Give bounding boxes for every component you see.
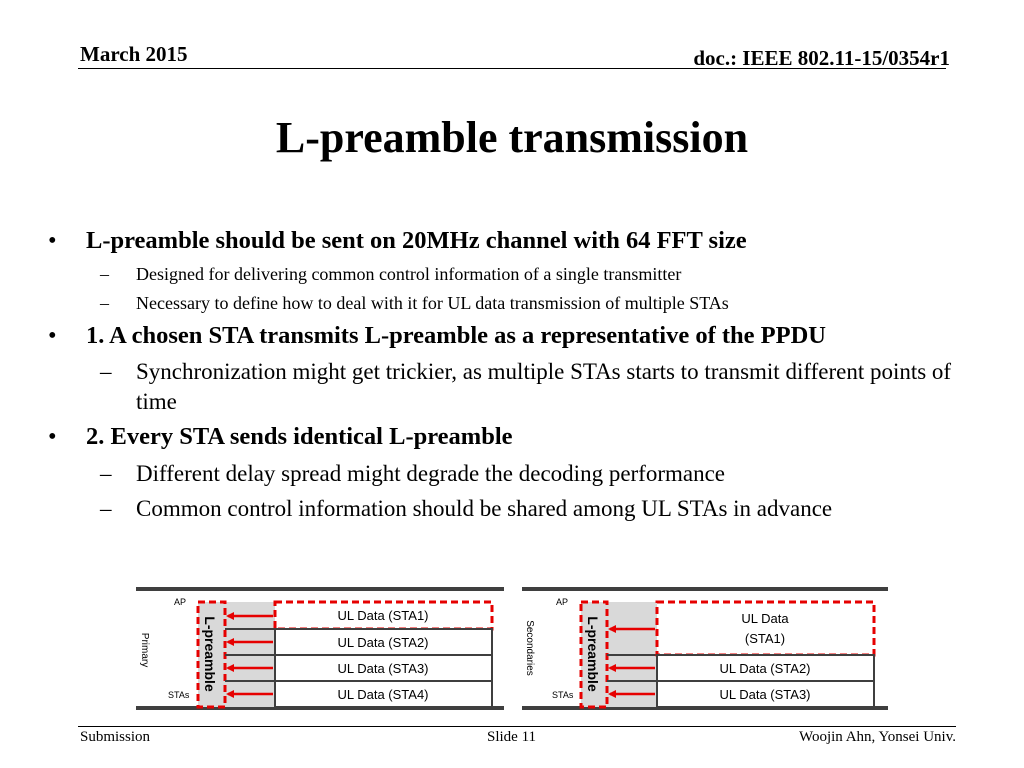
- sub-bullet-3-2: – Common control information should be shared among UL STAs in advance: [100, 496, 833, 522]
- sub-bullet-text: Different delay spread might degrade the decoding performance: [136, 460, 726, 486]
- bullet-2-text: 1. A chosen STA transmits L-preamble as a representative of the PPDU: [86, 321, 826, 349]
- sub-bullet-1-2: – Necessary to define how to deal with it for UL data transmission of multiple STAs: [100, 292, 729, 313]
- footer-rule: [78, 726, 956, 727]
- header-date: March 2015: [80, 42, 188, 66]
- bullet-3-text: 2. Every STA sends identical L-preamble: [86, 423, 513, 451]
- left-row-sta4-label: UL Data (STA4): [337, 687, 429, 702]
- sub-bullet-text: Designed for delivering common control information of a single transmitter: [136, 263, 682, 284]
- bullet-dot: •: [48, 423, 57, 451]
- right-row-sta3-label: UL Data (STA3): [719, 687, 811, 702]
- bullet-dot: •: [48, 227, 57, 254]
- left-ap-label: AP: [174, 597, 187, 607]
- footer-submission: Submission: [80, 729, 151, 745]
- right-stas-label: STAs: [552, 690, 574, 700]
- sub-bullet-text: Synchronization might get trickier, as multiple STAs starts to transmit different points of time: [136, 359, 952, 414]
- left-preamble-label: L-preamble: [202, 616, 218, 692]
- right-ap-label: AP: [556, 597, 569, 607]
- sub-bullet-text: Common control information should be shared among UL STAs in advance: [136, 496, 833, 522]
- sub-bullet-3-1: – Different delay spread might degrade the decoding performance: [100, 460, 726, 486]
- right-row-sta1-line1: UL Data: [741, 611, 789, 626]
- left-row-sta1-label: UL Data (STA1): [337, 608, 429, 623]
- footer-author: Woojin Ahn, Yonsei Univ.: [798, 729, 956, 745]
- diagram-right: [522, 589, 888, 708]
- right-row-sta2-label: UL Data (STA2): [719, 661, 811, 676]
- footer-slide-number: Slide 11: [487, 729, 537, 745]
- left-row-sta2-label: UL Data (STA2): [337, 635, 429, 650]
- bullet-1-text: L-preamble should be sent on 20MHz channel with 64 FFT size: [86, 227, 747, 254]
- right-secondaries-label: Secondaries: [524, 620, 535, 676]
- left-stas-label: STAs: [168, 690, 190, 700]
- sub-bullet-1-1: – Designed for delivering common control information of a single transmitter: [100, 263, 682, 284]
- header-doc-id: doc.: IEEE 802.11-15/0354r1: [693, 46, 950, 70]
- left-primary-label: Primary: [139, 632, 150, 668]
- diagram-left: [136, 589, 504, 708]
- right-row-sta1: [657, 602, 874, 655]
- right-row-sta1-line2: (STA1): [744, 631, 786, 646]
- slide-title: L-preamble transmission: [275, 113, 749, 162]
- left-row-sta3-label: UL Data (STA3): [337, 661, 429, 676]
- right-preamble-label: L-preamble: [585, 616, 601, 692]
- sub-bullet-2-1: – Synchronization might get trickier, as multiple STAs starts to transmit different points of time: [100, 359, 952, 414]
- bullet-dot: •: [48, 321, 57, 349]
- sub-bullet-text: Necessary to define how to deal with it for UL data transmission of multiple STAs: [136, 292, 729, 313]
